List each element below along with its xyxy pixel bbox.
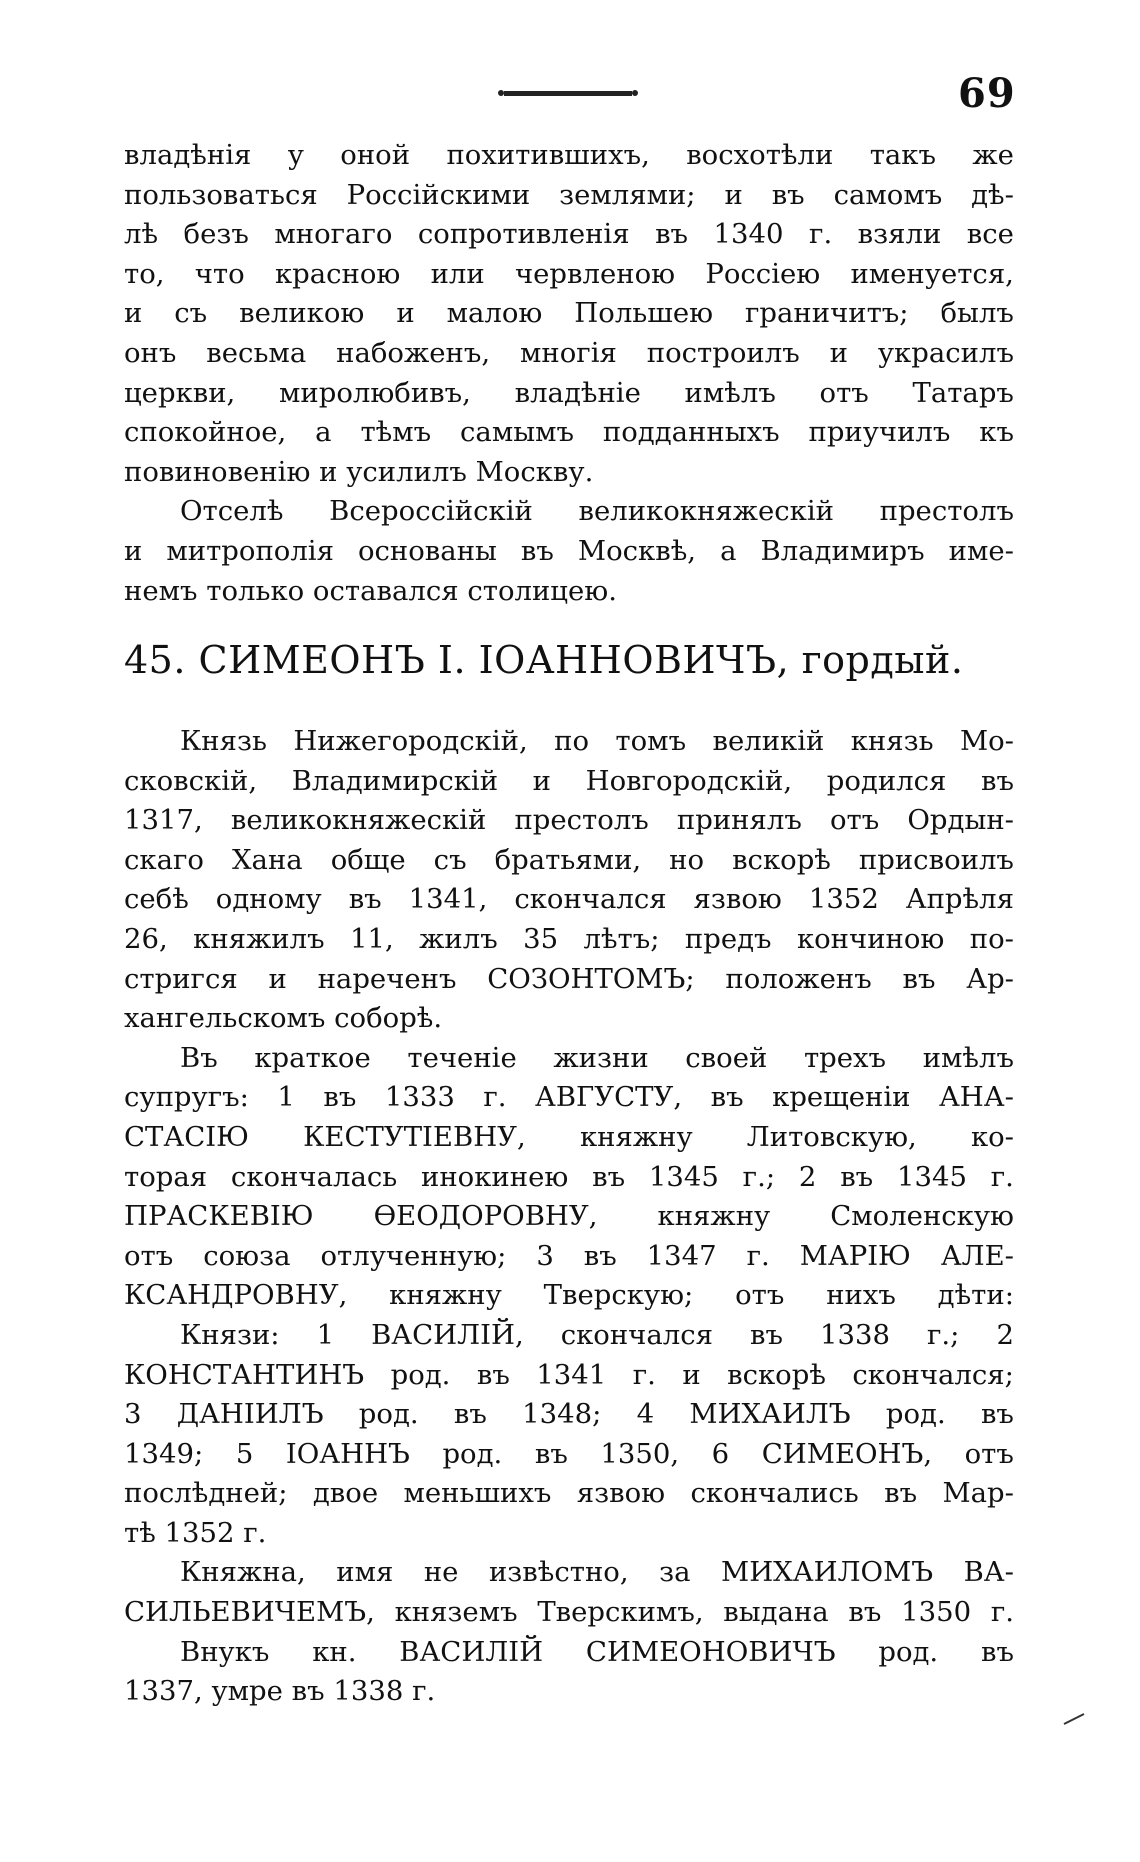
- word: княжилъ: [193, 922, 325, 955]
- word: Москвѣ,: [577, 534, 697, 567]
- word: ѲЕОДОРОВНУ,: [373, 1200, 598, 1233]
- word: г.: [809, 218, 833, 251]
- text-line: [124, 1356, 1014, 1396]
- word: спокойное,: [124, 416, 287, 449]
- word: съ: [174, 297, 208, 330]
- word: Ар-: [966, 962, 1014, 995]
- text-line: [124, 255, 1014, 295]
- word: въ: [583, 1239, 617, 1272]
- word: и: [532, 764, 551, 797]
- word: СИМЕОНЪ,: [761, 1437, 933, 1470]
- text-line: [124, 1435, 1014, 1475]
- word: основаны: [357, 534, 497, 567]
- text-line: [124, 801, 1014, 841]
- word: Мо-: [959, 725, 1014, 757]
- word: владѣнія: [124, 139, 252, 171]
- word: СОЗОНТОМЪ;: [487, 962, 695, 995]
- word: 3: [124, 1398, 142, 1431]
- word: червленою: [514, 257, 676, 290]
- word: 1340: [713, 218, 784, 251]
- word: 1350,: [600, 1437, 680, 1470]
- word: въ: [710, 1081, 744, 1114]
- word: своей: [685, 1041, 768, 1074]
- word: 1341: [536, 1358, 607, 1391]
- word: у: [287, 139, 304, 171]
- word: отлученную;: [320, 1239, 507, 1272]
- text-line: [124, 1316, 1014, 1356]
- word: скаго: [124, 843, 204, 876]
- word: обще: [330, 843, 406, 876]
- word: приучилъ: [808, 416, 951, 449]
- word: то,: [124, 257, 165, 290]
- text-line: [124, 1197, 1014, 1237]
- word: въ: [840, 1160, 874, 1193]
- word: родился: [826, 764, 947, 797]
- word: КОНСТАНТИНЪ: [124, 1358, 365, 1391]
- word: 1317,: [124, 804, 203, 837]
- word: же: [972, 139, 1014, 171]
- word: себѣ: [124, 883, 189, 916]
- word: нареченъ: [317, 962, 457, 995]
- word: княземъ: [394, 1596, 518, 1629]
- text-line: немъ только оставался столицею.: [124, 574, 617, 607]
- section-heading: 45. СИМЕОНЪ I. ІОАННОВИЧЪ, гордый.: [124, 638, 964, 682]
- word: землями;: [559, 178, 696, 211]
- word: КЕСТУТІЕВНУ,: [303, 1120, 526, 1153]
- word: присвоилъ: [858, 843, 1014, 876]
- page-header: [0, 62, 1140, 122]
- text-line: [124, 1633, 1014, 1673]
- word: кончиною: [796, 922, 945, 955]
- text-line: [124, 960, 1014, 1000]
- word: сковскій,: [124, 764, 258, 797]
- word: теченіе: [407, 1041, 517, 1074]
- word: род.: [885, 1398, 946, 1431]
- word: что: [194, 257, 245, 290]
- word: Мар-: [942, 1477, 1014, 1510]
- word: тѣмъ: [360, 416, 432, 449]
- text-line: [124, 136, 1014, 176]
- word: построилъ: [646, 336, 800, 369]
- text-line: [124, 762, 1014, 802]
- word: Князь: [180, 725, 267, 757]
- word: лѣтъ;: [583, 922, 660, 955]
- text-line: [124, 1078, 1014, 1118]
- word: супругъ:: [124, 1081, 249, 1114]
- word: отъ: [735, 1279, 785, 1312]
- word: нихъ: [826, 1279, 896, 1312]
- word: ПРАСКЕВІЮ: [124, 1200, 314, 1233]
- word: къ: [979, 416, 1014, 449]
- word: 4: [636, 1398, 655, 1431]
- word: княжну: [657, 1200, 771, 1233]
- text-line: [124, 1474, 1014, 1514]
- word: скончался: [514, 883, 667, 916]
- text-line: [124, 532, 1014, 572]
- word: 2: [798, 1160, 817, 1193]
- word: 6: [711, 1437, 730, 1470]
- word: МАРІЮ: [799, 1239, 911, 1272]
- word: самомъ: [833, 178, 943, 211]
- word: безъ: [183, 218, 249, 251]
- word: язвою: [576, 1477, 666, 1510]
- word: и: [268, 962, 287, 995]
- word: и: [124, 297, 143, 330]
- word: 1345: [896, 1160, 967, 1193]
- word: въ: [520, 534, 554, 567]
- word: скончались: [690, 1477, 859, 1510]
- word: МИХАИЛОМЪ: [721, 1556, 934, 1589]
- word: СТАСІЮ: [124, 1120, 249, 1153]
- word: име-: [948, 534, 1014, 567]
- word: граничитъ;: [745, 297, 909, 330]
- word: былъ: [940, 297, 1014, 330]
- word: взяли: [857, 218, 942, 251]
- word: самымъ: [460, 416, 574, 449]
- word: имѣлъ: [684, 376, 776, 409]
- text-line: [124, 1118, 1014, 1158]
- word: жилъ: [419, 922, 498, 955]
- text-line: [124, 1237, 1014, 1277]
- word: ДАНІИЛЪ: [176, 1398, 324, 1431]
- word: Польшею: [574, 297, 714, 330]
- word: имѣлъ: [922, 1041, 1014, 1074]
- word: г.;: [927, 1318, 960, 1351]
- word: князь: [850, 725, 934, 757]
- word: Тверскую;: [543, 1279, 694, 1312]
- word: восхотѣли: [686, 139, 834, 171]
- word: въ: [534, 1437, 568, 1470]
- word: 1348;: [522, 1398, 602, 1431]
- text-line: хангельскомъ соборѣ.: [124, 1002, 443, 1035]
- word: вскорѣ: [727, 1358, 826, 1391]
- text-line: [124, 1395, 1014, 1435]
- text-line: [124, 374, 1014, 414]
- word: великій: [712, 725, 825, 757]
- word: АЛЕ-: [940, 1239, 1014, 1272]
- word: по: [554, 725, 590, 757]
- word: не: [423, 1556, 459, 1589]
- word: 1347: [646, 1239, 717, 1272]
- word: многія: [520, 336, 617, 369]
- word: братьями,: [494, 843, 642, 876]
- text-line: [124, 1593, 1014, 1633]
- text-line: [124, 1276, 1014, 1316]
- word: подданныхъ: [602, 416, 780, 449]
- word: церкви,: [124, 376, 236, 409]
- word: по-: [969, 922, 1014, 955]
- word: великокняжескій: [578, 495, 834, 528]
- word: КСАНДРОВНУ,: [124, 1279, 348, 1312]
- word: 26,: [124, 922, 168, 955]
- word: род.: [878, 1635, 939, 1668]
- word: красною: [274, 257, 401, 290]
- word: ВА-: [963, 1556, 1014, 1589]
- word: союза: [203, 1239, 291, 1272]
- word: 1: [277, 1081, 295, 1114]
- word: инокинею: [421, 1160, 569, 1193]
- word: 11,: [349, 922, 394, 955]
- word: ІОАННЪ: [285, 1437, 410, 1470]
- word: г.: [990, 1160, 1014, 1193]
- word: миролюбивъ,: [279, 376, 471, 409]
- word: отъ: [819, 376, 869, 409]
- word: именуется,: [850, 257, 1014, 290]
- word: г.;: [742, 1160, 776, 1193]
- word: въ: [980, 764, 1014, 797]
- word: въ: [592, 1160, 626, 1193]
- word: краткое: [254, 1041, 371, 1074]
- word: въ: [655, 218, 689, 251]
- word: или: [430, 257, 485, 290]
- word: 3: [536, 1239, 554, 1272]
- word: двое: [312, 1477, 379, 1510]
- word: ВАСИЛІЙ: [399, 1635, 544, 1668]
- word: 1350: [901, 1596, 972, 1629]
- word: и: [829, 336, 848, 369]
- word: Нижегородскій,: [293, 725, 528, 757]
- word: и: [124, 534, 143, 567]
- word: г.: [632, 1358, 656, 1391]
- text-line: [124, 413, 1014, 453]
- word: за: [659, 1556, 691, 1589]
- word: послѣдней;: [124, 1477, 288, 1510]
- word: дѣ-: [971, 178, 1014, 211]
- text-line: [124, 176, 1014, 216]
- word: язвою: [693, 883, 782, 916]
- word: сопротивленія: [417, 218, 630, 251]
- text-line: [124, 880, 1014, 920]
- text-line: [124, 1158, 1014, 1198]
- word: лѣ: [124, 218, 159, 251]
- word: княжну: [579, 1120, 693, 1153]
- word: Смоленскую: [830, 1200, 1014, 1233]
- word: 1: [316, 1318, 335, 1351]
- word: Новгородскій,: [585, 764, 793, 797]
- word: Тверскимъ,: [537, 1596, 704, 1629]
- word: и: [724, 178, 743, 211]
- word: 5: [235, 1437, 254, 1470]
- word: онъ: [124, 336, 177, 369]
- word: весьма: [206, 336, 307, 369]
- word: скончался;: [852, 1358, 1014, 1391]
- word: многаго: [274, 218, 393, 251]
- word: 1338: [820, 1318, 890, 1351]
- word: митрополія: [166, 534, 334, 567]
- word: выдана: [723, 1596, 829, 1629]
- word: и: [396, 297, 415, 330]
- word: г.: [483, 1081, 507, 1114]
- word: пользоваться: [124, 178, 318, 211]
- word: Княжна,: [180, 1556, 306, 1589]
- word: набоженъ,: [336, 336, 491, 369]
- word: въ: [902, 962, 936, 995]
- word: г.: [990, 1596, 1014, 1629]
- word: род.: [442, 1437, 503, 1470]
- text-line: [124, 1553, 1014, 1593]
- paragraph-block-simeon: [124, 722, 1014, 1712]
- word: Ордын-: [907, 804, 1014, 837]
- word: въ: [848, 1596, 882, 1629]
- word: 1333: [384, 1081, 455, 1114]
- word: такъ: [869, 139, 936, 171]
- word: въ: [750, 1318, 783, 1351]
- word: въ: [323, 1081, 357, 1114]
- word: скончалась: [230, 1160, 398, 1193]
- word: отъ: [124, 1239, 174, 1272]
- word: томъ: [615, 725, 687, 757]
- word: 2: [996, 1318, 1014, 1351]
- page-number: 69: [958, 70, 1016, 117]
- word: 1341,: [408, 883, 488, 916]
- word: Въ: [180, 1041, 218, 1074]
- word: отъ: [829, 804, 880, 837]
- word: великокняжескій: [230, 804, 487, 837]
- word: Отселѣ: [180, 495, 284, 528]
- text-line: [124, 1039, 1014, 1079]
- word: Князи:: [180, 1318, 280, 1351]
- word: Россійскими: [346, 178, 531, 211]
- word: все: [966, 218, 1014, 251]
- text-line: [124, 722, 1014, 762]
- ink-mark-icon: [1062, 1712, 1086, 1726]
- word: 1352: [808, 883, 879, 916]
- word: положенъ: [725, 962, 872, 995]
- word: Апрѣля: [905, 883, 1014, 916]
- word: въ: [771, 178, 805, 211]
- word: малою: [446, 297, 543, 330]
- word: и: [682, 1358, 701, 1391]
- word: владѣніе: [514, 376, 641, 409]
- word: 1345: [648, 1160, 719, 1193]
- word: Литовскую,: [746, 1120, 917, 1153]
- word: украсилъ: [877, 336, 1014, 369]
- word: род.: [358, 1398, 419, 1431]
- text-line: [124, 215, 1014, 255]
- word: оной: [340, 139, 411, 171]
- word: стригся: [124, 962, 238, 995]
- text-line: [124, 841, 1014, 881]
- word: Хана: [231, 843, 303, 876]
- word: МИХАИЛЪ: [689, 1398, 851, 1431]
- word: но: [669, 843, 705, 876]
- word: жизни: [553, 1041, 649, 1074]
- word: престолъ: [514, 804, 649, 837]
- word: извѣстно,: [488, 1556, 629, 1589]
- word: въ: [348, 883, 382, 916]
- word: крещеніи: [772, 1081, 911, 1114]
- text-line: [124, 920, 1014, 960]
- word: въ: [884, 1477, 918, 1510]
- word: ВАСИЛІЙ,: [371, 1318, 524, 1351]
- word: Всероссійскій: [329, 495, 533, 528]
- word: торая: [124, 1160, 208, 1193]
- word: въ: [453, 1398, 487, 1431]
- paragraph-block-intro: [124, 136, 1014, 611]
- word: отъ: [964, 1437, 1014, 1470]
- word: предъ: [684, 922, 772, 955]
- word: СИМЕОНОВИЧЪ: [585, 1635, 836, 1668]
- word: престолъ: [879, 495, 1014, 528]
- word: Россіею: [705, 257, 821, 290]
- word: ко-: [970, 1120, 1014, 1153]
- word: Владимирскій: [291, 764, 499, 797]
- word: великою: [239, 297, 365, 330]
- text-line: [124, 294, 1014, 334]
- word: АВГУСТУ,: [535, 1081, 683, 1114]
- decorative-rule-ornament-icon: [498, 88, 638, 100]
- word: 1349;: [124, 1437, 204, 1470]
- word: 35: [523, 922, 559, 955]
- word: въ: [476, 1358, 510, 1391]
- word: г.: [746, 1239, 770, 1272]
- word: Внукъ: [180, 1635, 270, 1668]
- word: Владимиръ: [760, 534, 925, 567]
- word: въ: [980, 1398, 1014, 1431]
- word: СИЛЬЕВИЧЕМЪ,: [124, 1596, 375, 1629]
- word: въ: [980, 1635, 1014, 1668]
- word: скончался: [560, 1318, 713, 1351]
- word: похитившихъ,: [446, 139, 650, 171]
- word: съ: [433, 843, 467, 876]
- word: кн.: [312, 1635, 357, 1668]
- word: одному: [215, 883, 322, 916]
- word: имя: [336, 1556, 394, 1589]
- word: принялъ: [676, 804, 802, 837]
- text-line: [124, 334, 1014, 374]
- word: дѣти:: [937, 1279, 1014, 1312]
- word: княжну: [389, 1279, 502, 1312]
- text-line: тѣ 1352 г.: [124, 1516, 267, 1549]
- word: Татаръ: [912, 376, 1014, 409]
- word: трехъ: [803, 1041, 887, 1074]
- word: а: [720, 534, 737, 567]
- word: АНА-: [938, 1081, 1014, 1114]
- text-line: 1337, умре въ 1338 г.: [124, 1675, 436, 1708]
- word: род.: [390, 1358, 451, 1391]
- word: меньшихъ: [403, 1477, 552, 1510]
- word: вскорѣ: [732, 843, 831, 876]
- text-line: [124, 492, 1014, 532]
- text-line: повиновенію и усилилъ Москву.: [124, 455, 594, 488]
- word: а: [315, 416, 332, 449]
